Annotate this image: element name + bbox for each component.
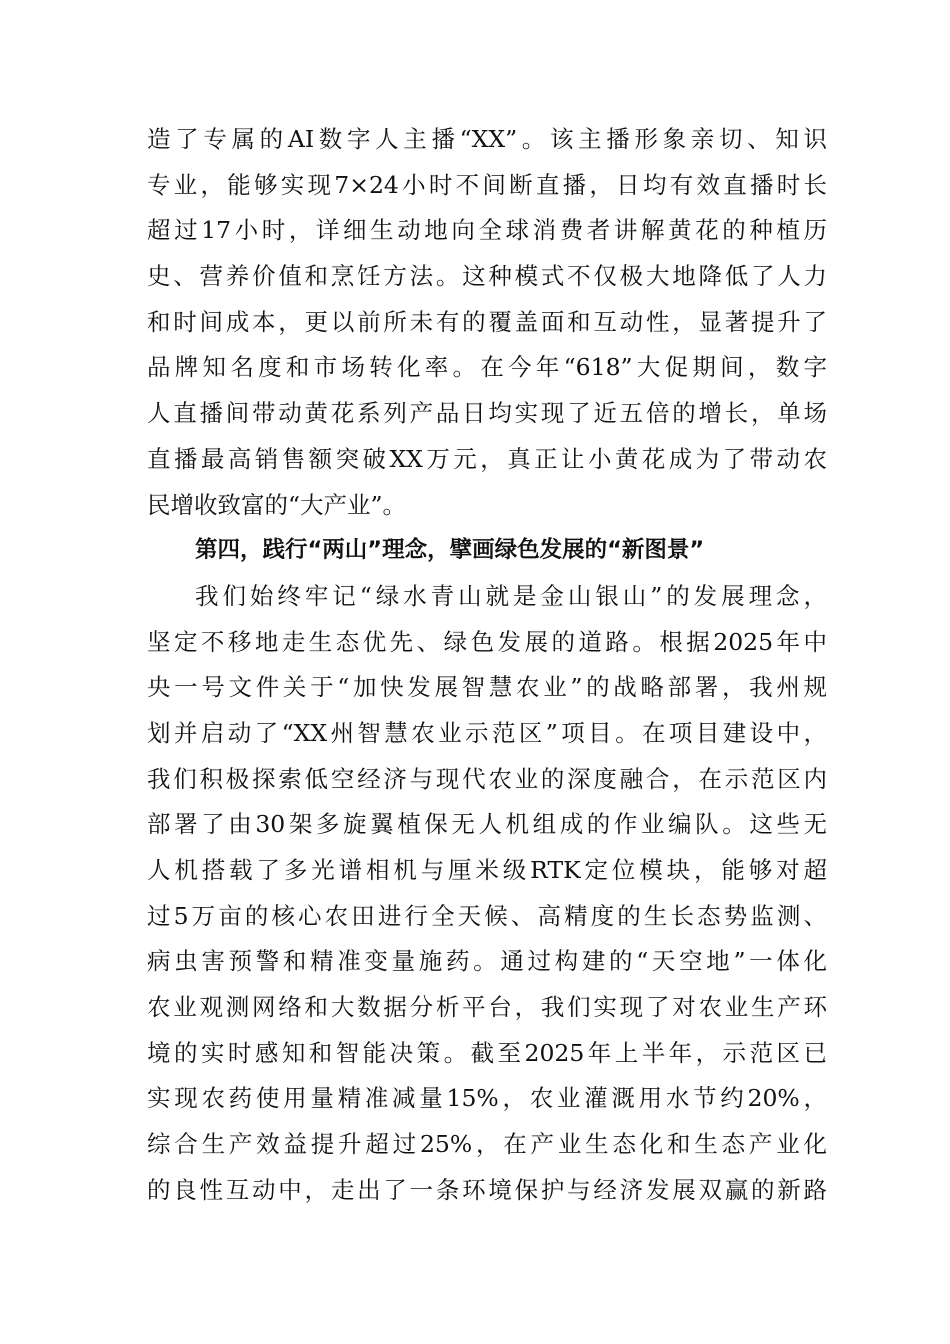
text-line: 民增收致富的“大产业”。 [147, 490, 407, 519]
text-line: 农业观测网络和大数据分析平台，我们实现了对农业生产环 [147, 993, 827, 1022]
text-line: 央一号文件关于“加快发展智慧农业”的战略部署，我州规 [147, 673, 827, 702]
text-line: 品牌知名度和市场转化率。在今年“618”大促期间，数字 [147, 353, 827, 382]
paragraph-first-line: 我们始终牢记“绿水青山就是金山银山”的发展理念， [195, 581, 827, 610]
text-line: 史、营养价值和烹饪方法。这种模式不仅极大地降低了人力 [147, 262, 827, 291]
text-line: 超过17小时，详细生动地向全球消费者讲解黄花的种植历 [147, 216, 827, 245]
text-line: 境的实时感知和智能决策。截至2025年上半年，示范区已 [147, 1038, 827, 1067]
text-line: 造了专属的AI数字人主播“XX”。该主播形象亲切、知识 [147, 125, 827, 153]
text-line: 和时间成本，更以前所未有的覆盖面和互动性，显著提升了 [147, 307, 827, 336]
text-line: 坚定不移地走生态优先、绿色发展的道路。根据2025年中 [147, 627, 827, 656]
section-heading: 第四，践行“两山”理念，擘画绿色发展的“新图景” [195, 537, 705, 564]
text-line: 人机搭载了多光谱相机与厘米级RTK定位模块，能够对超 [147, 856, 827, 884]
text-line: 人直播间带动黄花系列产品日均实现了近五倍的增长，单场 [147, 399, 827, 428]
text-line: 划并启动了“XX州智慧农业示范区”项目。在项目建设中， [147, 718, 827, 747]
text-line: 的良性互动中，走出了一条环境保护与经济发展双赢的新路 [147, 1175, 827, 1204]
body-text [147, 117, 827, 1214]
text-line: 实现农药使用量精准减量15%，农业灌溉用水节约20%， [147, 1084, 827, 1113]
text-line: 部署了由30架多旋翼植保无人机组成的作业编队。这些无 [147, 810, 827, 839]
text-line: 过5万亩的核心农田进行全天候、高精度的生长态势监测、 [147, 901, 827, 930]
text-line: 专业，能够实现7×24小时不间断直播，日均有效直播时长 [147, 170, 827, 199]
text-line: 直播最高销售额突破XX万元，真正让小黄花成为了带动农 [147, 444, 827, 473]
text-line: 病虫害预警和精准变量施药。通过构建的“天空地”一体化 [147, 947, 827, 976]
text-line: 我们积极探索低空经济与现代农业的深度融合，在示范区内 [147, 764, 827, 793]
text-line: 综合生产效益提升超过25%，在产业生态化和生态产业化 [147, 1130, 827, 1159]
